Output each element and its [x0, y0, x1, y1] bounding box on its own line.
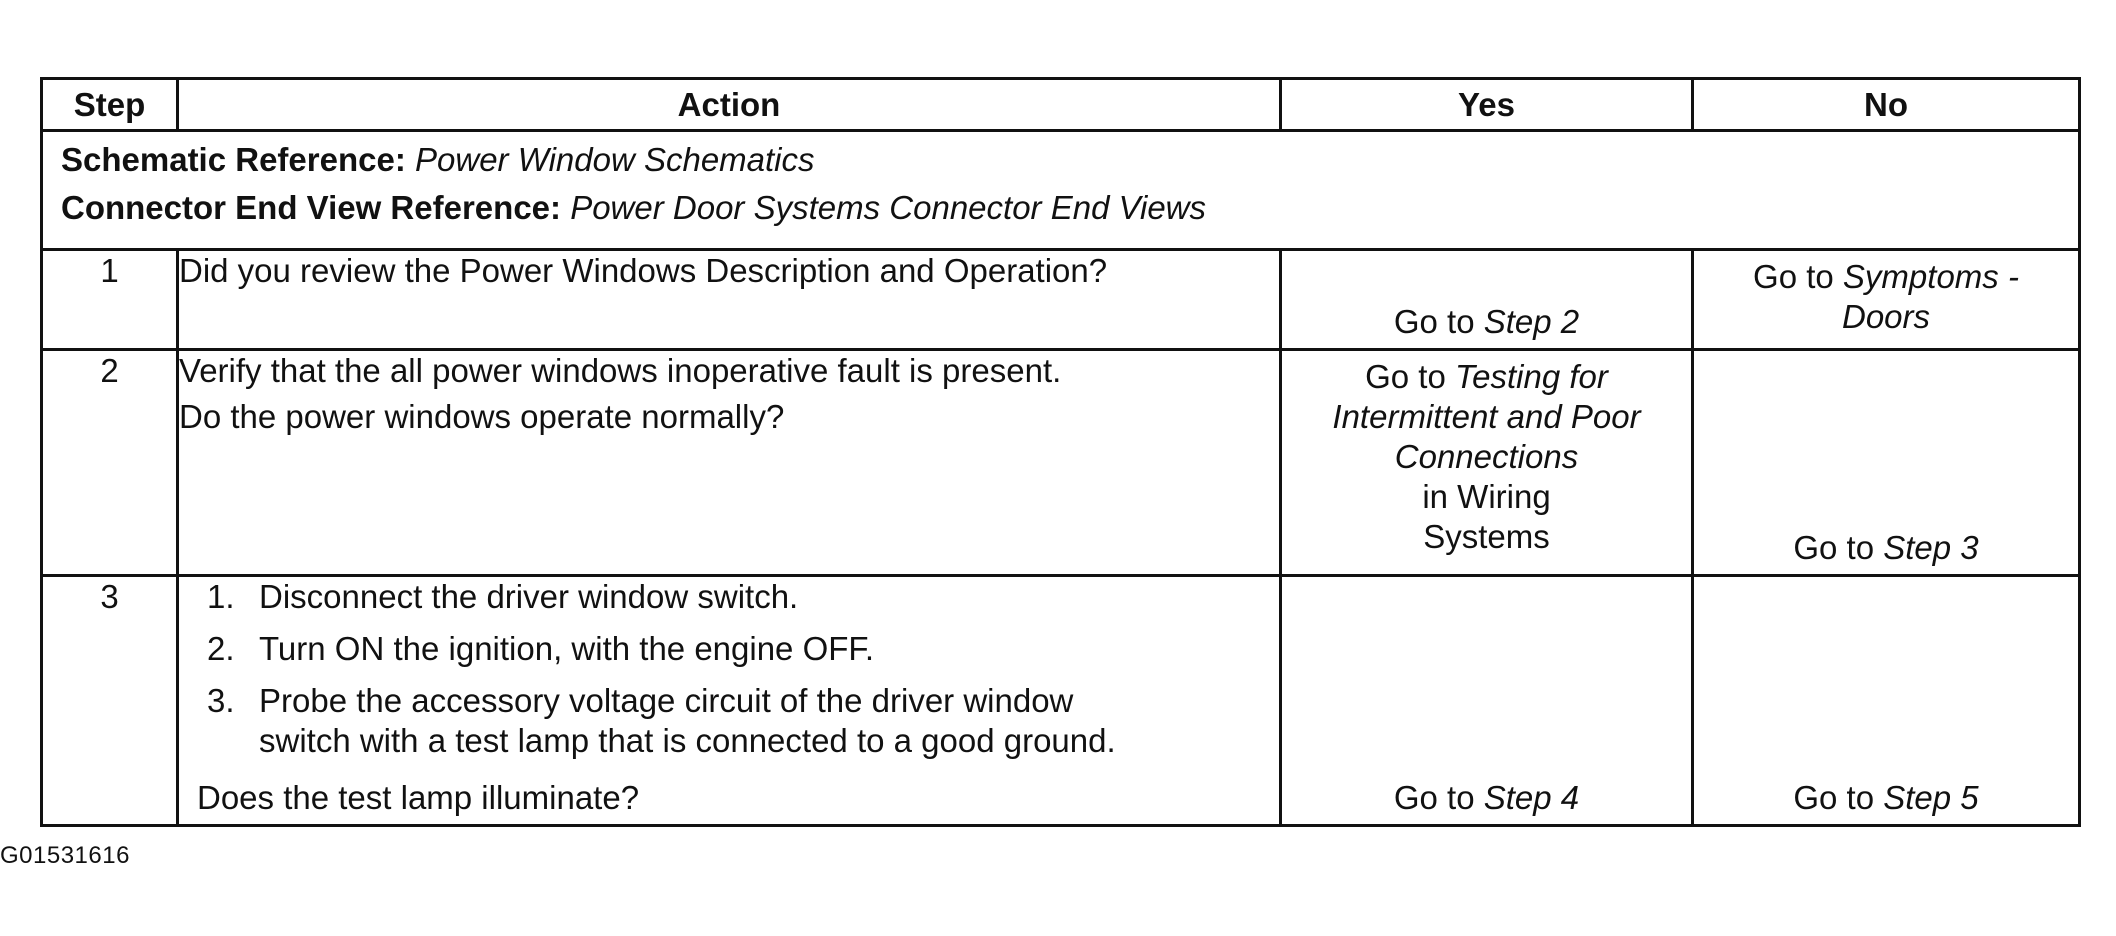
yes-result: [1282, 302, 1691, 342]
substep-text: Probe the accessory voltage circuit of the driver window: [259, 682, 1074, 719]
list-item: [179, 681, 1279, 761]
substep-text-continued: switch with a test lamp that is connected to a good ground.: [259, 722, 1116, 759]
step-number: 3: [42, 576, 178, 826]
list-item: [179, 577, 1279, 617]
header-no: No: [1693, 79, 2080, 131]
step-number: 2: [42, 350, 178, 576]
yes-cell: [1281, 250, 1693, 350]
no-result: [1694, 251, 2078, 337]
action-cell: [178, 350, 1281, 576]
no-cell: [1693, 350, 2080, 576]
figure-id: G01531616: [0, 842, 130, 869]
table-row: [42, 576, 2080, 826]
yes-text-end: Systems: [1423, 518, 1550, 555]
no-prefix: Go to: [1793, 779, 1884, 816]
table-header-row: [42, 79, 2080, 131]
reference-cell: [42, 131, 2080, 250]
yes-cell: [1281, 576, 1693, 826]
header-action: Action: [178, 79, 1281, 131]
no-prefix: Go to: [1793, 529, 1884, 566]
yes-link[interactable]: Step 4: [1483, 779, 1580, 816]
header-step: Step: [42, 79, 178, 131]
no-cell: [1693, 250, 2080, 350]
schematic-reference-link[interactable]: Power Window Schematics: [415, 141, 815, 178]
yes-prefix: Go to: [1365, 358, 1455, 395]
no-result: [1694, 528, 2078, 568]
reference-row: [42, 131, 2080, 250]
yes-text: in Wiring: [1422, 478, 1551, 515]
yes-link-continued[interactable]: Intermittent and Poor: [1332, 398, 1641, 435]
substep-text: Turn ON the ignition, with the engine OFF.: [259, 630, 875, 667]
no-result: [1694, 778, 2078, 818]
substep-text: Disconnect the driver window switch.: [259, 578, 799, 615]
list-item: [179, 629, 1279, 669]
no-cell: [1693, 576, 2080, 826]
no-link-continued[interactable]: Doors: [1841, 298, 1931, 335]
table-row: [42, 250, 2080, 350]
action-cell: [178, 250, 1281, 350]
substep-number: 1.: [207, 578, 235, 615]
no-link[interactable]: Step 3: [1883, 529, 1979, 566]
connector-reference: [61, 188, 2078, 236]
yes-cell: [1281, 350, 1693, 576]
step-number: 1: [42, 250, 178, 350]
yes-prefix: Go to: [1393, 303, 1484, 340]
substep-number: 3.: [207, 682, 235, 719]
diagnostic-table: [40, 77, 2081, 827]
substep-list: [179, 577, 1279, 761]
action-cell: [178, 576, 1281, 826]
yes-link[interactable]: Step 2: [1483, 303, 1580, 340]
no-link[interactable]: Symptoms -: [1842, 258, 2019, 295]
no-prefix: Go to: [1753, 258, 1843, 295]
substep-number: 2.: [207, 630, 235, 667]
connector-reference-label: Connector End View Reference:: [61, 189, 562, 226]
action-question: Do the power windows operate normally?: [179, 398, 785, 435]
schematic-reference: [61, 140, 2078, 188]
action-text: Did you review the Power Windows Description and Operation?: [179, 252, 1108, 289]
yes-link-end[interactable]: Connections: [1394, 438, 1579, 475]
no-link[interactable]: Step 5: [1883, 779, 1979, 816]
yes-prefix: Go to: [1393, 779, 1484, 816]
yes-result: [1282, 778, 1691, 818]
schematic-reference-label: Schematic Reference:: [61, 141, 406, 178]
action-question: Does the test lamp illuminate?: [197, 779, 640, 816]
yes-result: [1282, 351, 1691, 557]
connector-reference-link[interactable]: Power Door Systems Connector End Views: [570, 189, 1207, 226]
yes-link[interactable]: Testing for: [1455, 358, 1608, 395]
table-row: [42, 350, 2080, 576]
action-text: Verify that the all power windows inoperative fault is present.: [179, 352, 1062, 389]
header-yes: Yes: [1281, 79, 1693, 131]
